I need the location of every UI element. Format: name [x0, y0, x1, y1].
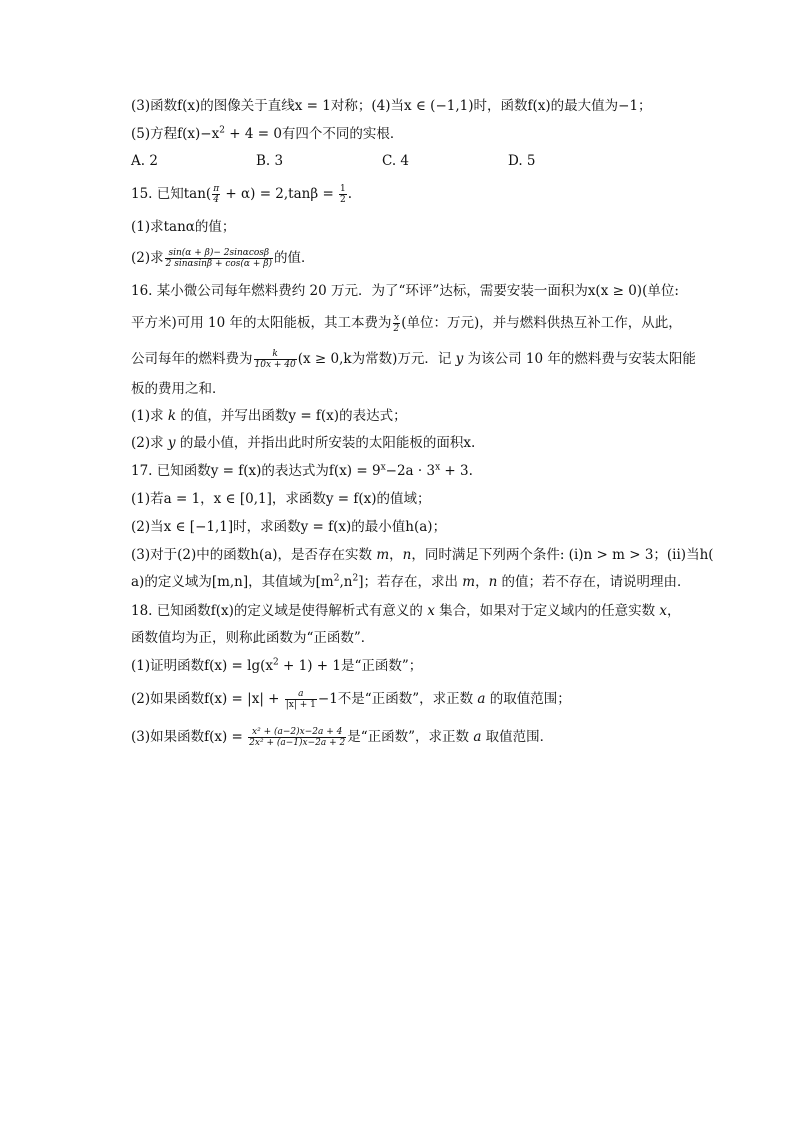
fraction-a-over-abs-x: $\frac{a}{|x| + 1}$	[285, 689, 316, 710]
q16-part-1: (1)求 k 的值，并写出函数y = f(x)的表达式；	[131, 408, 407, 424]
q16-part-2: (2)求 y 的最小值，并指出此时所安装的太阳能板的面积x.	[131, 435, 476, 451]
fraction-one-half: $\frac{1}{2}$	[340, 184, 346, 205]
q16-stem-line-1: 16. 某小微公司每年燃料费约 20 万元．为了“环评”达标，需要安装一面积为x(x ≥ 0)(单位:	[131, 283, 679, 299]
option-d: D. 5	[508, 153, 536, 169]
option-a: A. 2	[131, 153, 158, 169]
fraction-trig-expression: $\frac{\sin(\alpha + \beta)- 2\sin\alpha\cos\beta}{2 \sin\alpha\sin\beta + \cos(\alpha + \beta)}$	[165, 248, 272, 269]
q18-stem-line-2: 函数值均为正，则称此函数为“正函数”．	[131, 630, 375, 646]
q16-stem-line-4: 板的费用之和．	[131, 381, 226, 397]
fraction-rational-function: $\frac{\text{x² + (a−2)x−2a + 4}}{\text{2x² + (a−1)x−2a + 2}}$	[249, 727, 346, 748]
fraction-k-expression: $\frac{k}{10x + 40}$	[254, 349, 296, 370]
q14-statement-5: (5)方程$f(x)-x^2 + 4 = 0$有四个不同的实根．	[131, 125, 404, 142]
q15-stem: 15. 已知tan( $\frac{\pi}{4}$ + α) = 2,tanβ = $\frac{1}{2}$ .	[131, 184, 353, 205]
q15-part-2: (2)求 $\frac{\sin(\alpha + \beta)- 2\sin\alpha\cos\beta}{2 \sin\alpha\sin\beta + \cos(\alpha + \beta)}$ 的值．	[131, 248, 315, 269]
fraction-pi-over-4: $\frac{\pi}{4}$	[213, 184, 220, 205]
q16-stem-line-3: 公司每年的燃料费为 $\frac{k}{10x + 40}$ (x ≥ 0,k为常数)万元．记 y 为该公司 10 年的燃料费与安装太阳能	[131, 349, 696, 370]
q18-part-2: (2)如果函数f(x) = |x| + $\frac{a}{|x| + 1}$ −1不是“正函数”，求正数 a 的取值范围；	[131, 689, 571, 710]
q16-stem-line-2: 平方米)可用 10 年的太阳能板，其工本费为 $\frac{x}{2}$ (单位：万元)，并与燃料供热互补工作，从此，	[131, 313, 682, 334]
q17-part-2: (2)当x ∈ [−1,1]时，求函数y = f(x)的最小值h(a)；	[131, 519, 447, 535]
q18-part-1: (1)证明函数$f(x) = \lg(x^2 + 1) + 1$是“正函数”；	[131, 657, 423, 674]
q17-part-3-line-2: a)的定义域为[m,n]，其值域为$[m^2,n^2]$；若存在，求出 m，n 的值；若不存在，请说明理由．	[131, 573, 691, 590]
q18-stem-line-1: 18. 已知函数f(x)的定义域是使得解析式有意义的 x 集合，如果对于定义域内的任意实数 x，	[131, 603, 681, 619]
q17-part-1: (1)若a = 1，x ∈ [0,1]，求函数y = f(x)的值域；	[131, 491, 431, 507]
option-c: C. 4	[382, 153, 410, 169]
option-b: B. 3	[256, 153, 284, 169]
q15-part-1: (1)求tanα的值；	[131, 219, 236, 235]
q18-part-3: (3)如果函数f(x) = $\frac{\text{x² + (a−2)x−2a + 4}}{\text{2x² + (a−1)x−2a + 2}}$ 是“正函数”，求正数 a 取值范围．	[131, 727, 554, 748]
fraction-x-over-2: $\frac{x}{2}$	[393, 313, 400, 334]
q17-stem: 17. 已知函数y = f(x)的表达式为$f(x) = 9^x-2a \cdot 3^x + 3$.	[131, 462, 473, 479]
q17-part-3-line-1: (3)对于(2)中的函数h(a)，是否存在实数 m，n，同时满足下列两个条件: (i)n > m > 3；(ii)当h(	[131, 547, 714, 563]
q14-statement-3-4: (3)函数f(x)的图像关于直线x = 1对称；(4)当x ∈ (−1,1)时，函数f(x)的最大值为−1；	[131, 98, 652, 114]
